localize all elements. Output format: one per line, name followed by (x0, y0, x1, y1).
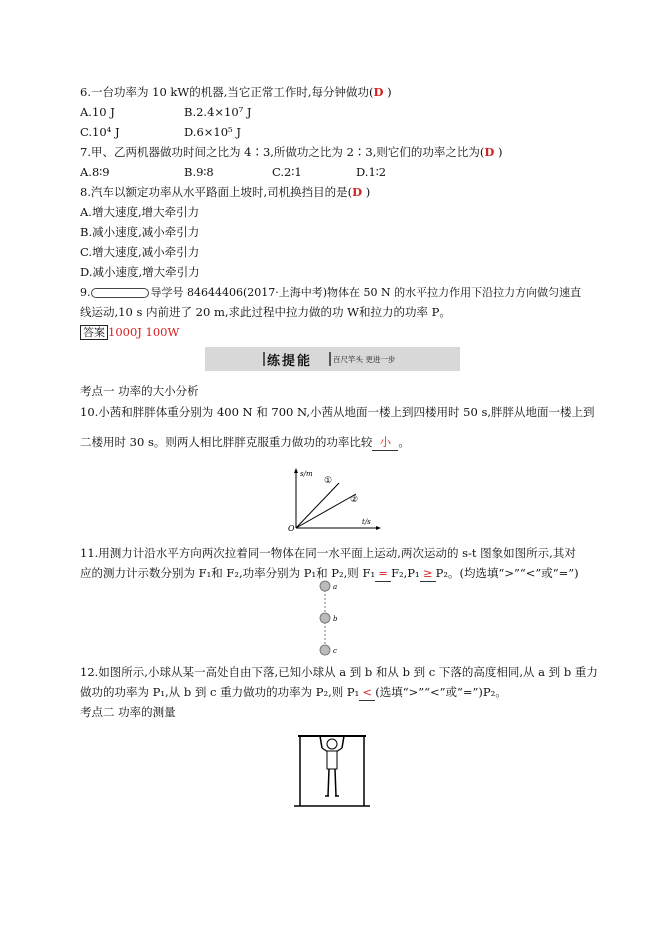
ball-label-c: c (333, 647, 337, 655)
q6-option-c: C.10⁴ J (80, 125, 120, 139)
q8-stem: 8.汽车以额定功率从水平路面上坡时,司机换挡目的是(D ) (80, 185, 371, 199)
q11-stem-line1: 11.用测力计沿水平方向两次拉着同一物体在同一水平面上运动,两次运动的 s-t 图象如图所示,其对 (80, 546, 576, 560)
q7-option-d: D.1∶2 (356, 165, 387, 179)
q8-option-a: A.增大速度,增大牵引力 (80, 205, 200, 219)
section-title-1: 考点一 功率的大小分析 (80, 384, 199, 398)
q9-stem-line2: 线运动,10 s 内前进了 20 m,求此过程中拉力做的功 W和拉力的功率 P。 (80, 305, 451, 319)
answer-label: 答案 (80, 325, 108, 340)
q8-answer: D (352, 185, 363, 199)
q9-stem-line1: 9. 导学号 84644406(2017·上海中考)物体在 50 N 的水平拉力作用下沿拉力方向做匀速直 (80, 286, 582, 299)
q7-stem: 7.甲、乙两机器做功时间之比为 4∶3,所做功之比为 2∶3,则它们的功率之比为(D ) (80, 145, 503, 159)
q12-stem-line2: 做功的功率为 P₁,从 b 到 c 重力做功的功率为 P₂,则 P₁ < (选填“>”“<”或“=”)P₂。 (80, 685, 507, 699)
q10-stem-line1: 10.小茜和胖胖体重分别为 400 N 和 700 N,小茜从地面一楼上到四楼用时 50 s,胖胖从地面一楼上到 (80, 405, 595, 419)
q8-option-d: D.减小速度,增大牵引力 (80, 265, 200, 279)
guide-pill-icon (91, 288, 149, 298)
falling-ball-figure (316, 578, 346, 658)
q9-answer-row (80, 324, 179, 341)
q11-stem-line2: 应的测力计示数分别为 F₁和 F₂,功率分别为 P₁和 P₂,则 F₁ = F₂,P₁ ≥ P₂。(均选填“>”“<”或“=”) (80, 566, 579, 580)
q6-option-b: B.2.4×10⁷ J (184, 105, 252, 119)
ball-b (320, 613, 330, 623)
ball-label-b: b (333, 615, 338, 623)
ball-a (320, 581, 330, 591)
q7-answer: D (484, 145, 495, 159)
q10-blank: 小 (372, 434, 398, 451)
q7-option-b: B.9∶8 (184, 165, 214, 179)
q8-option-c: C.增大速度,减小牵引力 (80, 245, 200, 259)
q6-option-d: D.6×10⁵ J (184, 125, 241, 139)
q10-stem-line2: 二楼用时 30 s。则两人相比胖胖克服重力做功的功率比较 小 。 (80, 435, 410, 449)
pull-up-figure (292, 728, 372, 810)
q12-blank: < (359, 684, 375, 701)
q8-option-b: B.减小速度,减小牵引力 (80, 225, 200, 239)
ball-c (320, 645, 330, 655)
ball-label-a: a (333, 583, 338, 591)
graph-xlabel: t/s (362, 518, 371, 526)
graph-line1-label: ① (324, 476, 333, 486)
graph-ylabel: s/m (300, 470, 313, 478)
graph-origin: O (288, 524, 295, 532)
q6-answer: D (373, 85, 384, 99)
section-title-2: 考点二 功率的测量 (80, 705, 176, 719)
q6-stem: 6.一台功率为 10 kW的机器,当它正常工作时,每分钟做功(D ) (80, 85, 392, 99)
banner-title: 练提能 (267, 354, 313, 369)
q12-stem-line1: 12.如图所示,小球从某一高处自由下落,已知小球从 a 到 b 和从 b 到 c 下落的高度相同,从 a 到 b 重力 (80, 665, 598, 679)
q7-option-a: A.8∶9 (80, 165, 110, 179)
q6-option-a: A.10 J (80, 105, 115, 119)
q7-option-c: C.2∶1 (272, 165, 302, 179)
st-graph (284, 466, 384, 532)
banner-subtitle: 百尺竿头 更进一步 (333, 355, 396, 364)
q11-blank1: = (375, 565, 391, 582)
q9-answer: 1000J 100W (108, 325, 180, 339)
practice-banner (205, 347, 460, 371)
graph-line2-label: ② (350, 495, 359, 505)
q11-blank2: ≥ (420, 565, 436, 582)
